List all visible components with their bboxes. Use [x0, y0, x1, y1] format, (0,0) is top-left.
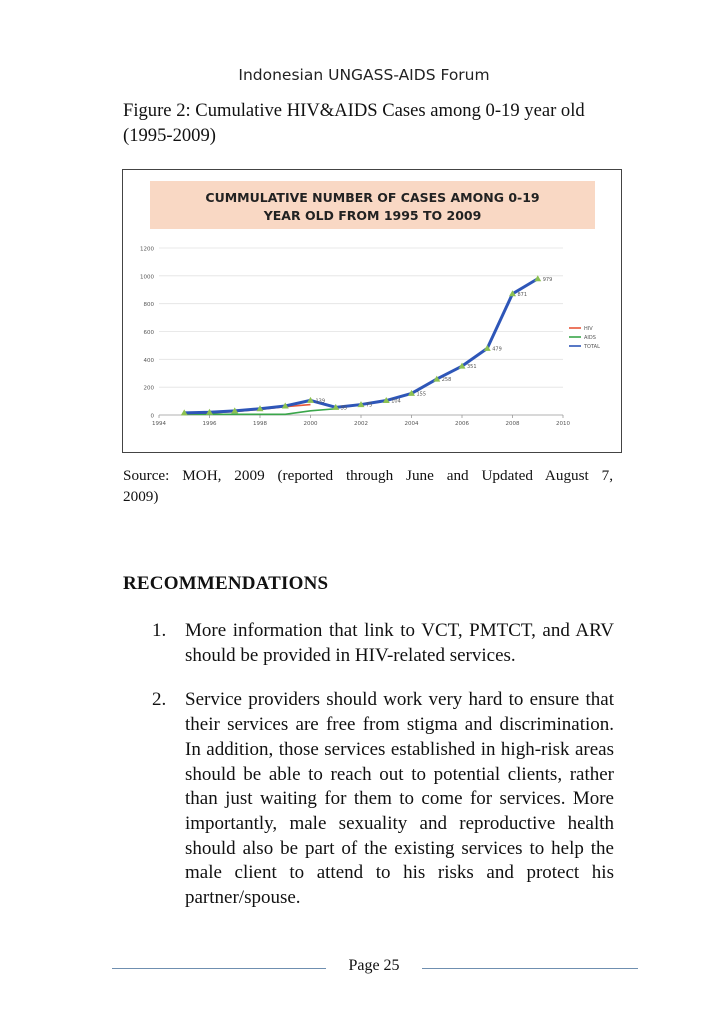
data-label: 75	[366, 402, 373, 409]
x-tick-label: 2002	[354, 421, 368, 427]
figure-frame	[122, 169, 622, 453]
list-item	[152, 619, 614, 668]
y-tick-label: 600	[143, 330, 154, 336]
chart-legend	[569, 326, 600, 350]
y-tick-label: 800	[143, 302, 154, 309]
list-item-number: 2.	[152, 689, 167, 711]
y-tick-label: 400	[143, 357, 154, 364]
data-label: 871	[517, 291, 528, 298]
figure-caption: Figure 2: Cumulative HIV&AIDS Cases among 0-19 year old (1995-2009)	[123, 100, 585, 146]
data-label: 258	[441, 377, 452, 384]
x-tick-label: 1998	[253, 421, 267, 427]
data-label: 55	[340, 405, 348, 412]
y-tick-label: 0	[150, 413, 154, 420]
chart-axes	[140, 247, 570, 428]
x-tick-label: 2008	[505, 421, 520, 427]
footer-rule-left	[112, 968, 326, 969]
x-tick-label: 2006	[455, 421, 469, 427]
x-tick-label: 2010	[556, 421, 570, 427]
legend-label: TOTAL	[584, 344, 600, 350]
figure-source	[123, 465, 613, 507]
list-item-number: 1.	[152, 620, 167, 641]
list-item-text: Service providers should work very hard to ensure that their services are free from stigma and discrimination. In addition, those services established in high-risk areas should be able to reach out to potential clients, rather than just waiting for them to come for services. More importantly, male sexuality and reproductive health should also be part of the existing services to help the male client to attend to his risks and protect his partner/spouse.	[185, 689, 614, 909]
cumulative-cases-chart	[123, 170, 621, 452]
source-line-1: Source: MOH, 2009 (reported through June and Updated August 7,	[123, 467, 613, 484]
list-item	[152, 688, 614, 910]
legend-label: AIDS	[584, 335, 596, 341]
footer-rule-right	[422, 968, 638, 969]
chart-title-line-2: YEAR OLD FROM 1995 TO 2009	[263, 208, 482, 223]
x-tick-label: 2004	[404, 421, 419, 427]
data-label: 139	[315, 398, 326, 405]
source-line-2: 2009)	[123, 488, 159, 505]
data-label: 351	[467, 364, 477, 371]
x-tick-label: 1996	[202, 421, 217, 427]
legend-label: HIV	[584, 326, 593, 332]
list-item-text: More information that link to VCT, PMTCT, and ARV should be provided in HIV-related services.	[185, 620, 614, 666]
chart-data-labels	[316, 277, 553, 412]
data-label: 479	[492, 346, 502, 353]
y-tick-label: 1000	[140, 274, 154, 281]
x-tick-label: 1994	[152, 421, 166, 427]
page-number: Page 25	[348, 957, 400, 974]
page-footer	[112, 957, 638, 981]
running-header: Indonesian UNGASS-AIDS Forum	[238, 66, 490, 84]
y-tick-label: 1200	[140, 246, 154, 253]
chart-title-line-1: CUMMULATIVE NUMBER OF CASES AMONG 0-19	[205, 190, 540, 205]
x-tick-label: 2000	[303, 421, 318, 427]
series-line-total	[184, 279, 538, 413]
data-label: 979	[542, 276, 553, 283]
data-label: 104	[391, 398, 401, 405]
recommendations-heading: RECOMMENDATIONS	[123, 573, 329, 594]
data-label: 155	[416, 391, 427, 398]
y-tick-label: 200	[143, 385, 154, 392]
recommendations-list	[152, 619, 614, 931]
chart-series	[181, 275, 542, 415]
